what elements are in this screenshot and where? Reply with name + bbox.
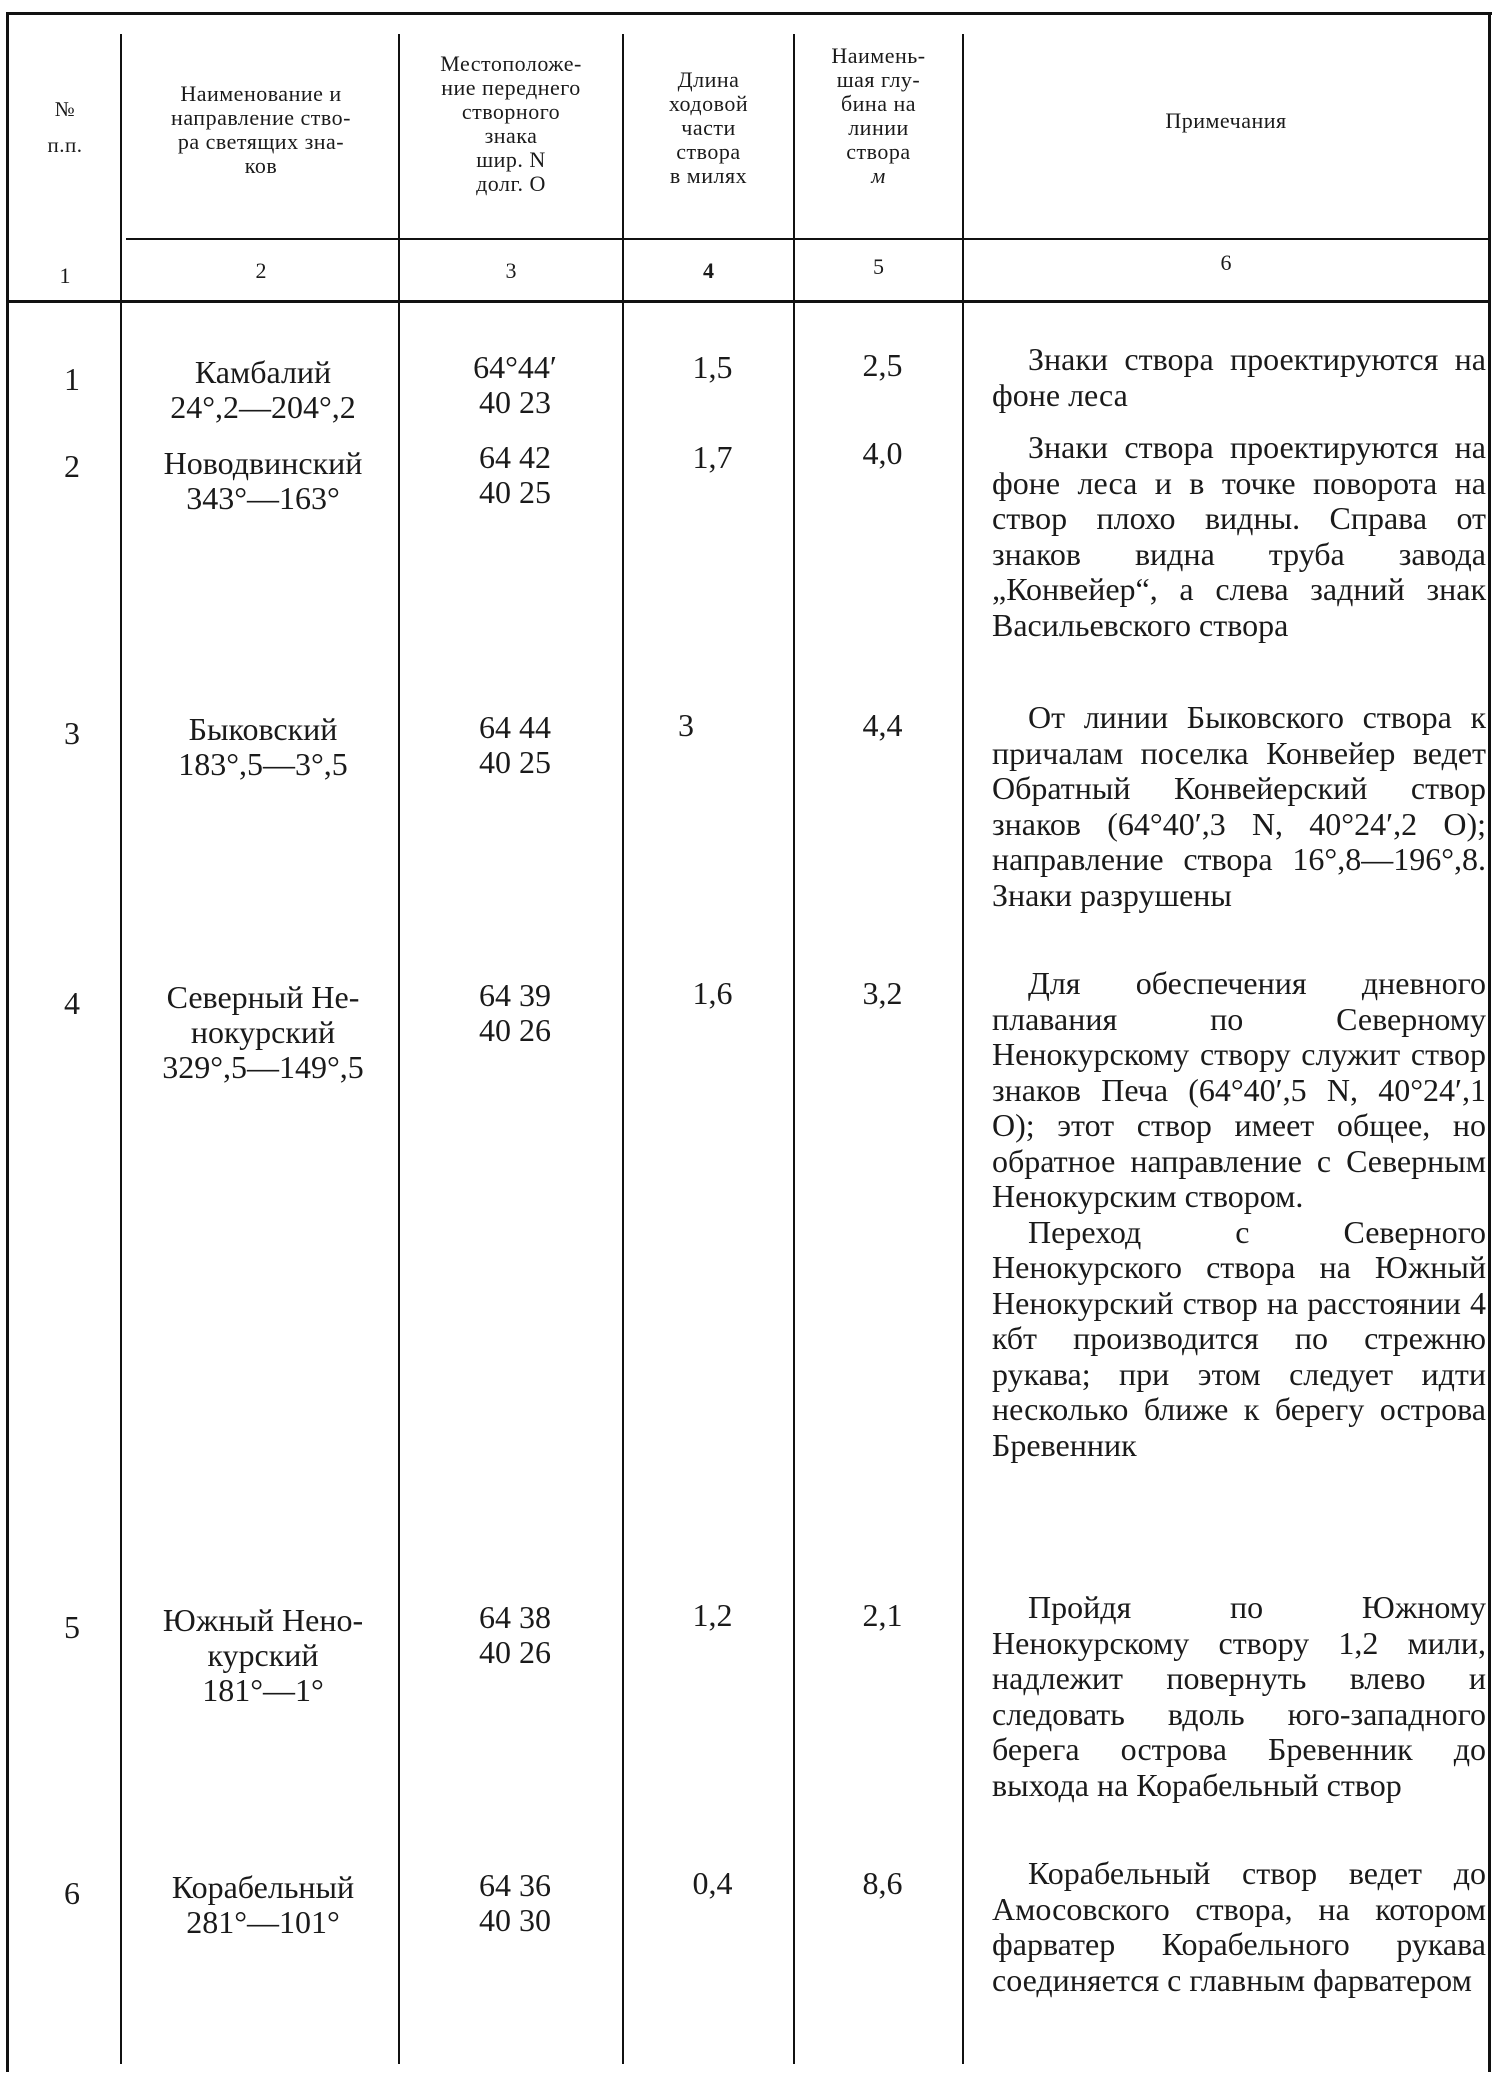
alignment-name: Северный Не- нокурский 329°,5—149°,5 (162, 979, 364, 1085)
row-number: 3 (64, 715, 80, 751)
min-depth: 4,0 (862, 435, 903, 471)
coordinates: 64 39 40 26 (479, 977, 551, 1048)
alignment-name: Корабельный 281°—101° (171, 1869, 355, 1940)
min-depth: 3,2 (862, 975, 903, 1011)
length-miles: 1,6 (692, 975, 733, 1011)
alignment-name: Быковский 183°,5—3°,5 (178, 711, 348, 782)
notes: Корабельный створ ведет до Амосовского створа, на котором фарватер Корабельного рукава соединяется с главным фарватером (992, 1855, 1486, 1998)
column-number-5: 5 (873, 254, 884, 279)
coordinates: 64 38 40 26 (479, 1599, 551, 1670)
header-notes: Примечания (1165, 108, 1287, 133)
col-divider-3 (622, 34, 624, 2064)
row-number: 4 (64, 985, 80, 1021)
min-depth: 8,6 (862, 1865, 903, 1901)
row-number: 6 (64, 1875, 80, 1911)
column-number-3: 3 (505, 258, 517, 283)
length-miles: 3 (678, 707, 694, 743)
notes: Пройдя по Южному Ненокурскому створу 1,2 мили, надлежит повернуть влево и следовать вдоль юго-западного берега острова Бревенник до выхода на Корабельный створ (992, 1589, 1486, 1803)
alignment-name: Южный Нено- курский 181°—1° (162, 1602, 364, 1708)
min-depth: 2,1 (862, 1597, 903, 1633)
header-length: Длина ходовой части створа в милях (668, 67, 749, 188)
col-divider-1 (120, 34, 122, 2064)
notes: От линии Быковского створа к причалам поселка Конвейер ведет Обратный Конвейерский створ знаков (64°40′,3 N, 40°24′,2 O); направление створа 16°,8—196°,8. Знаки разрушены (992, 699, 1486, 913)
header-name: Наименование и направление ство- ра светящих зна- ков (171, 81, 351, 178)
table-top-border (8, 12, 1492, 15)
col-divider-4 (793, 34, 795, 2064)
min-depth: 2,5 (862, 347, 903, 383)
notes: Знаки створа проектируются на фоне леса (992, 341, 1486, 413)
column-number-4: 4 (703, 258, 714, 283)
header-number: № п.п. (47, 97, 83, 157)
notes: Знаки створа проектируются на фоне леса и в точке поворота на створ плохо видны. Справа от знаков видна труба завода „Конвейер“, а слева задний знак Васильевского створа (992, 429, 1486, 643)
length-miles: 1,2 (692, 1597, 733, 1633)
column-number-6: 6 (1220, 250, 1232, 275)
notes: Для обеспечения дневного плавания по Северному Ненокурскому створу служит створ знаков Печа (64°40′,5 N, 40°24′,1 O); этот створ имеет общее, но обратное направление с Северным Ненокурским створом. Переход с Северного Ненокурского створа на Южный Ненокурский створ на расстоянии 4 кбт производится по стрежню рукава; при этом следует идти несколько ближе к берегу острова Бревенник (992, 965, 1486, 1463)
table-left-border (6, 12, 9, 2072)
column-number-1: 1 (59, 263, 71, 288)
col-divider-5 (962, 34, 964, 2064)
alignment-name: Новодвинский 343°—163° (163, 445, 363, 516)
col-divider-2 (398, 34, 400, 2064)
header-rule (126, 238, 1488, 240)
coordinates: 64°44′ 40 23 (473, 349, 557, 420)
coordinates: 64 36 40 30 (479, 1867, 551, 1938)
row-number: 1 (64, 361, 80, 397)
row-number: 2 (64, 448, 80, 484)
alignment-name: Камбалий 24°,2—204°,2 (170, 354, 356, 425)
table-right-border (1488, 12, 1491, 2072)
length-miles: 1,7 (692, 439, 733, 475)
coordinates: 64 42 40 25 (479, 439, 551, 510)
length-miles: 1,5 (692, 349, 733, 385)
length-miles: 0,4 (692, 1865, 733, 1901)
header-depth: Наимень- шая глу- бина на линии створа м (831, 43, 926, 188)
coordinates: 64 44 40 25 (479, 709, 551, 780)
column-number-rule (8, 300, 1488, 303)
min-depth: 4,4 (862, 707, 903, 743)
header-location: Местоположе- ние переднего створного знака шир. N долг. O (440, 51, 582, 196)
column-number-2: 2 (255, 258, 267, 283)
row-number: 5 (64, 1609, 80, 1645)
